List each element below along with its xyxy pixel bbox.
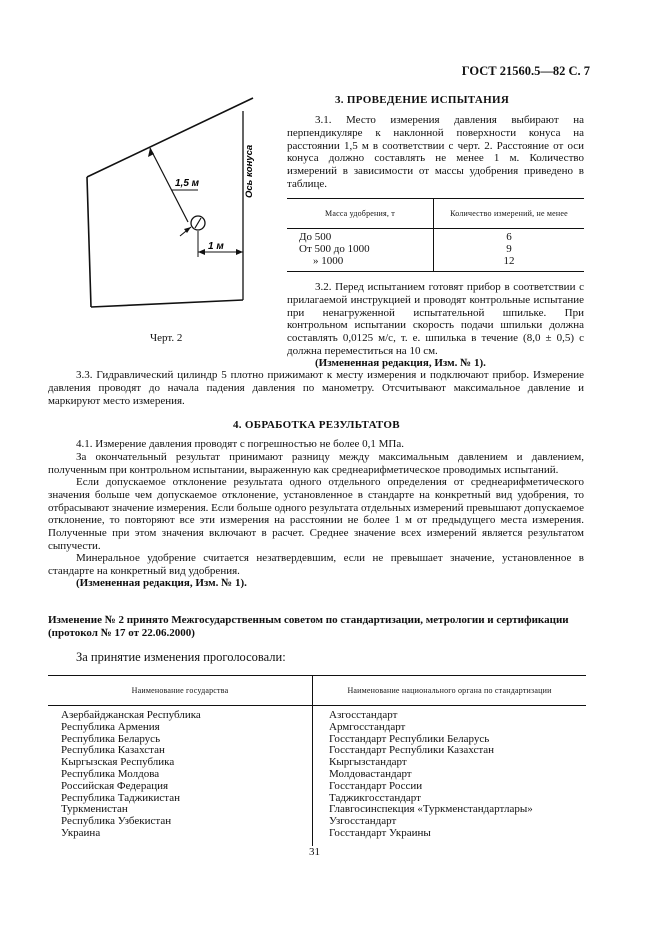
bottom-edge-line xyxy=(91,300,243,307)
table-cell: Госстандарт Республики Беларусь xyxy=(329,732,490,745)
table-cell: Госстандарт Республики Казахстан xyxy=(329,744,495,757)
table-cell: Главгосинспекция «Туркменстандартлары» xyxy=(329,803,533,816)
page-header: ГОСТ 21560.5—82 С. 7 xyxy=(461,64,590,78)
figure-drawing xyxy=(60,90,270,340)
figure-caption: Черт. 2 xyxy=(150,332,183,344)
table-cell: Узгосстандарт xyxy=(329,815,397,828)
table-cell: 6 xyxy=(506,231,512,243)
table-cell: Кыргызстандарт xyxy=(329,756,407,769)
table-cell: Армгосстандарт xyxy=(329,720,406,733)
cone-axis-label: Ось конуса xyxy=(244,144,255,198)
paragraph-4-4: Минеральное удобрение считается незатвердевшим, если не превышает значение, установленное в стандарте на конкретный вид удобрения. xyxy=(48,552,584,577)
note-4: (Измененная редакция, Изм. № 1). xyxy=(76,577,247,589)
paragraph-4-3: Если допускаемое отклонение результата одного отдельного определения от среднеарифметического значения больше чем допускаемое отклонение, установленное в стандарте на конкретный вид удобрения, то отбрасывают значение измерения. Если больше одного результата отдельных измерений превышают допускаемое отклонение, то повторяют все эти измерения на расстоянии не более 1 м от предыдущего места измерения. Полученные при этом значения включают в расчет. Среднее значение всех измерений является результатом сыпучести. xyxy=(48,476,584,552)
dim-distance-label: 1,5 м xyxy=(175,178,200,189)
mass-table xyxy=(287,198,584,272)
paragraph-3-2: 3.2. Перед испытанием готовят прибор в соответствии с прилагаемой инструкцией и проводят контрольные испытание при ненагруженной испытательной шпильке. При контрольном испытании скорость подачи шпильки должна составлять 0,0125 м/с, т. е. шпилька в течение (8,0 ± 0,5) с должна переместиться на 10 см. xyxy=(287,281,584,357)
table-cell: Азгосстандарт xyxy=(329,709,398,721)
section-4-title: 4. ОБРАБОТКА РЕЗУЛЬТАТОВ xyxy=(233,419,400,431)
paragraph-4-1: 4.1. Измерение давления проводят с погрешностью не более 0,1 МПа. xyxy=(76,438,404,450)
table-cell: Республика Беларусь xyxy=(48,734,313,746)
table-header-state: Наименование государства xyxy=(48,676,313,706)
dim-horizontal-label: 1 м xyxy=(208,241,224,252)
table-cell: Азербайджанская Республика xyxy=(48,706,313,722)
table-cell: 12 xyxy=(503,254,515,267)
page-number: 31 xyxy=(309,846,320,858)
cone-surface-line xyxy=(87,98,253,177)
table-cell: Республика Узбекистан xyxy=(48,816,313,828)
table-cell: Украина xyxy=(48,828,313,846)
table-cell: Республика Молдова xyxy=(48,769,313,781)
paragraph-4-2: За окончательный результат принимают разницу между максимальным давлением и давлением, полученным при контрольном испытании, выраженную как среднеарифметическое проводимых испытаний. xyxy=(48,451,584,476)
paragraph-3-1: 3.1. Место измерения давления выбирают на перпендикуляре к наклонной поверхности конуса на расстоянии 1,5 м в соответствии с черт. 2. Расстояние от оси конуса должно составлять не менее 1 м. Количество измерений в зависимости от массы удобрения приведено в таблице. xyxy=(287,114,584,190)
table-cell: От 500 до 1000 xyxy=(287,244,434,256)
voted-label: За принятие изменения проголосовали: xyxy=(76,650,286,664)
table-cell: Российская Федерация xyxy=(48,781,313,793)
table-cell: Республика Казахстан xyxy=(48,745,313,757)
left-edge-line xyxy=(87,177,91,307)
table-cell: Госстандарт России xyxy=(329,779,423,792)
table-cell: До 500 xyxy=(287,229,434,244)
table-cell: Республика Армения xyxy=(48,722,313,734)
amendment-title: Изменение № 2 принято Межгосударственным советом по стандартизации, метрологии и сертификации (протокол № 17 от 22.06.2000) xyxy=(48,614,569,639)
paragraph-3-3: 3.3. Гидравлический цилиндр 5 плотно прижимают к месту измерения и подключают прибор. Измерение давления проводят до начала падения давления по манометру. Отсчитывают максимальное давление и маркируют место измерения. xyxy=(48,369,584,407)
table-header-body: Наименование национального органа по стандартизации xyxy=(347,686,552,695)
table-cell: Таджикгосстандарт xyxy=(329,791,421,804)
votes-table xyxy=(48,675,586,846)
table-header-count: Количество измерений, не менее xyxy=(450,209,568,218)
table-cell: 9 xyxy=(506,242,512,255)
table-cell: Республика Таджикистан xyxy=(48,793,313,805)
table-cell: Молдовастандарт xyxy=(329,767,412,780)
table-cell: Кыргызская Республика xyxy=(48,757,313,769)
note-3-2: (Измененная редакция, Изм. № 1). xyxy=(315,357,486,369)
table-cell: Туркменистан xyxy=(48,804,313,816)
table-header-mass: Масса удобрения, т xyxy=(287,199,434,229)
section-3-title: 3. ПРОВЕДЕНИЕ ИСПЫТАНИЯ xyxy=(335,94,510,106)
table-cell: » 1000 xyxy=(287,256,434,272)
table-cell: Госстандарт Украины xyxy=(329,826,431,839)
